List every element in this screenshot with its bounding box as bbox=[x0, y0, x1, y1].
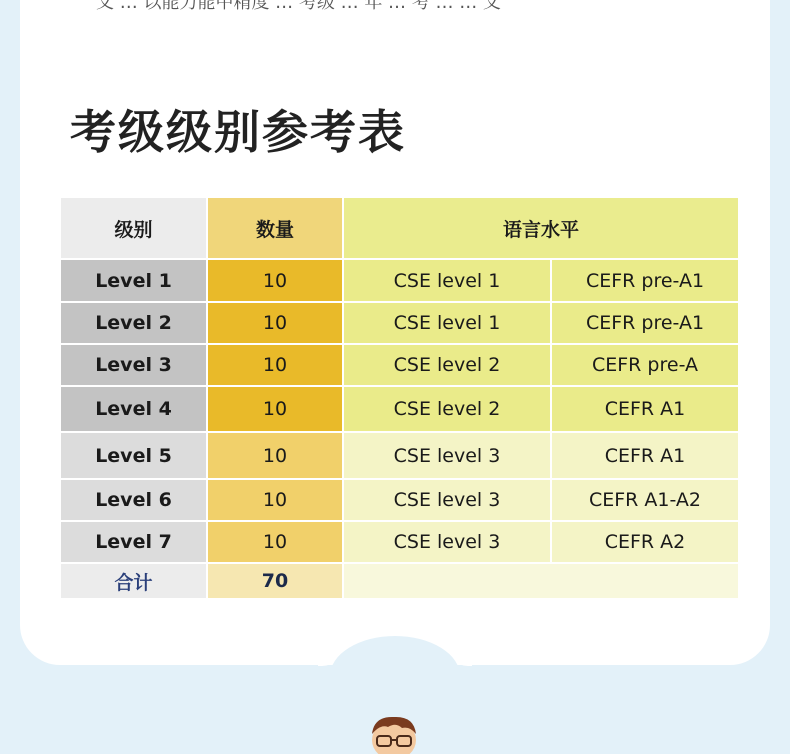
cell-count: 10 bbox=[207, 521, 343, 563]
cell-cse: CSE level 1 bbox=[343, 259, 551, 302]
header-language: 语言水平 bbox=[343, 197, 739, 259]
cell-cefr: CEFR pre-A1 bbox=[551, 302, 739, 344]
header-level: 级别 bbox=[60, 197, 207, 259]
cell-cse: CSE level 3 bbox=[343, 479, 551, 521]
cell-level: Level 3 bbox=[60, 344, 207, 386]
cell-cse: CSE level 1 bbox=[343, 302, 551, 344]
level-reference-table bbox=[59, 196, 740, 600]
page-title: 考级级别参考表 bbox=[70, 105, 406, 159]
table-row bbox=[60, 259, 739, 302]
cartoon-character-icon bbox=[366, 714, 422, 754]
card-notch bbox=[330, 636, 460, 716]
cell-cse: CSE level 3 bbox=[343, 432, 551, 479]
cell-level: Level 5 bbox=[60, 432, 207, 479]
cell-level: Level 2 bbox=[60, 302, 207, 344]
table-row bbox=[60, 479, 739, 521]
cell-count: 10 bbox=[207, 259, 343, 302]
cell-cefr: CEFR A1 bbox=[551, 386, 739, 432]
cell-count: 10 bbox=[207, 302, 343, 344]
cell-count: 10 bbox=[207, 479, 343, 521]
cell-count: 10 bbox=[207, 386, 343, 432]
table-total-row bbox=[60, 563, 739, 599]
table-row bbox=[60, 344, 739, 386]
cell-cefr: CEFR A1 bbox=[551, 432, 739, 479]
cell-count: 10 bbox=[207, 432, 343, 479]
total-label: 合计 bbox=[60, 563, 207, 599]
table-row bbox=[60, 432, 739, 479]
table-row bbox=[60, 302, 739, 344]
cell-cse: CSE level 3 bbox=[343, 521, 551, 563]
cell-level: Level 6 bbox=[60, 479, 207, 521]
cell-level: Level 1 bbox=[60, 259, 207, 302]
cell-count: 10 bbox=[207, 344, 343, 386]
cell-cefr: CEFR pre-A1 bbox=[551, 259, 739, 302]
total-empty-cell bbox=[343, 563, 739, 599]
table-row bbox=[60, 521, 739, 563]
cell-cefr: CEFR A1-A2 bbox=[551, 479, 739, 521]
cell-level: Level 7 bbox=[60, 521, 207, 563]
cell-cefr: CEFR pre-A bbox=[551, 344, 739, 386]
cell-cse: CSE level 2 bbox=[343, 386, 551, 432]
cell-cefr: CEFR A2 bbox=[551, 521, 739, 563]
table-header-row bbox=[60, 197, 739, 259]
cell-cse: CSE level 2 bbox=[343, 344, 551, 386]
top-cropped-text bbox=[96, 0, 656, 2]
total-value: 70 bbox=[207, 563, 343, 599]
table-row bbox=[60, 386, 739, 432]
cell-level: Level 4 bbox=[60, 386, 207, 432]
header-count: 数量 bbox=[207, 197, 343, 259]
